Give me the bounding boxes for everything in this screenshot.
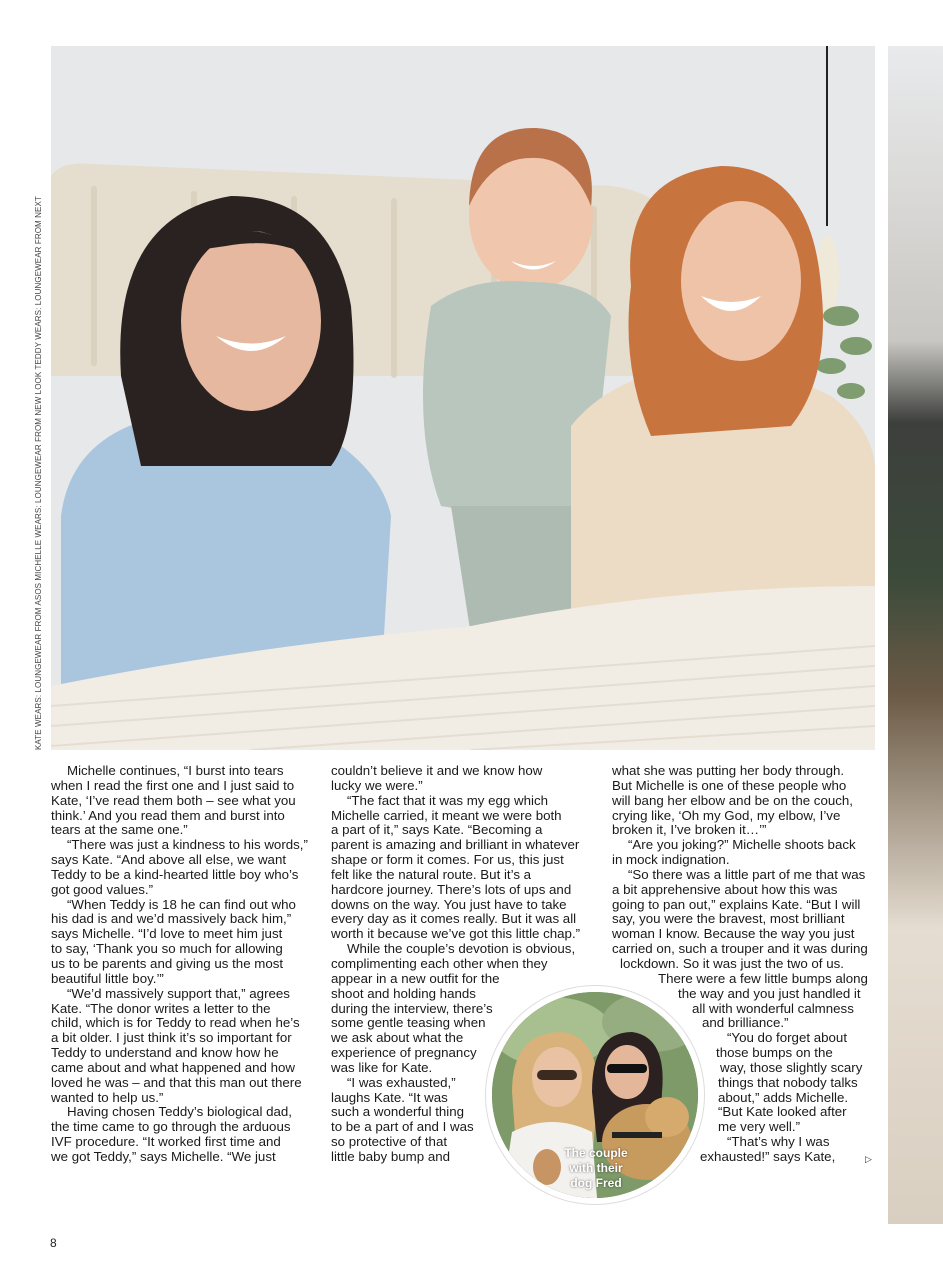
text-line: all with wonderful calmness [692,1000,854,1016]
text-line: “When Teddy is 18 he can find out who [67,896,296,912]
text-line: we got Teddy,” says Michelle. “We just [51,1148,276,1164]
text-line: some gentle teasing when [331,1015,486,1031]
text-line: felt like the natural route. But it’s a [331,866,532,882]
text-line: crying like, ‘Oh my God, my elbow, I’ve [612,807,841,823]
text-line: “Are you joking?” Michelle shoots back [628,837,856,853]
text-line: complimenting each other when they [331,955,548,971]
text-line: during the interview, there’s [331,1000,493,1016]
text-line: woman I know. Because the way you just [612,926,855,942]
text-line: so protective of that [331,1134,448,1150]
text-line: While the couple’s devotion is obvious, [347,941,576,957]
text-line: “So there was a little part of me that was [628,866,866,882]
page-number: 8 [50,1236,57,1250]
text-line: carried on, such a trouper and it was during [612,941,868,957]
text-line: “That’s why I was [727,1134,830,1150]
text-line: Michelle continues, “I burst into tears [67,763,284,778]
text-line: such a wonderful thing [331,1104,465,1120]
text-line: and brilliance.” [702,1015,789,1031]
text-line: we ask about what the [331,1030,464,1046]
text-line: came about and what happened and how [51,1059,295,1075]
text-line: “The fact that it was my egg which [347,792,549,808]
adjacent-page-photo-strip [888,46,943,1224]
text-line: says Kate. “And above all else, we want [51,852,287,868]
text-line: broken it, I’ve broken it…’” [612,822,767,838]
text-line: in mock indignation. [612,852,730,868]
text-line: was like for Kate. [331,1059,433,1075]
text-line: me very well.” [718,1119,801,1135]
text-line: lockdown. So it was just the two of us. [620,955,844,971]
text-line: Having chosen Teddy’s biological dad, [67,1104,292,1120]
text-line: a bit apprehensive about how this was [612,881,838,897]
inset-photo-caption: The couple with their dog Fred [564,1146,628,1190]
main-photo [51,46,875,750]
text-line: There were a few little bumps along [658,970,868,986]
text-line: beautiful little boy.’” [51,970,164,986]
text-line: the way and you just handled it [678,985,861,1001]
text-line: those bumps on the [716,1045,833,1061]
text-line: couldn’t believe it and we know how [331,763,543,778]
family-photo-illustration [51,46,875,750]
text-line: “We’d massively support that,” agrees [67,985,290,1001]
text-line: parent is amazing and brilliant in whatever [331,837,580,853]
text-line: Kate. “The donor writes a letter to the [51,1000,271,1016]
text-line: downs on the way. You just have to take [331,896,567,912]
text-line: way, those slightly scary [720,1059,863,1075]
text-line: when I read the first one and I just said to [51,777,295,793]
text-line: Michelle carried, it meant we were both [331,807,562,823]
text-line: Teddy to understand and know how he [51,1045,279,1061]
text-line: says Michelle. “I’d love to meet him just [51,926,283,942]
text-line: “There was just a kindness to his words,” [67,837,308,853]
continue-arrow-icon: ▷ [865,1154,872,1164]
text-line: say, you were the bravest, most brilliant [612,911,845,927]
text-line: what she was putting her body through. [612,763,845,778]
text-line: experience of pregnancy [331,1045,477,1061]
clothing-credit: KATE WEARS: LOUNGEWEAR FROM ASOS MICHELLE WEARS: LOUNGEWEAR FROM NEW LOOK TEDDY WEARS: LOUNGEWEAR FROM NEXT [34,196,43,750]
text-line: got good values.” [51,881,154,897]
text-line: us to be parents and giving us the most [51,955,284,971]
text-line: wanted to help us.” [51,1089,164,1105]
text-line: his dad is and we’d massively back him,” [51,911,292,927]
text-line: worth it because we’ve got this little chap.” [331,926,581,942]
text-line: going to pan out,” explains Kate. “But I will [612,896,861,912]
text-line: Teddy to be a kind-hearted little boy who’s [51,866,299,882]
text-line: a part of it,” says Kate. “Becoming a [331,822,543,838]
text-line: child, which is for Teddy to read when he’s [51,1015,300,1031]
text-line: the time came to go through the arduous [51,1119,291,1135]
text-line: Kate, ‘I’ve read them both – see what you [51,792,296,808]
text-line: a bit older. I just think it’s so important for [51,1030,292,1046]
text-line: little baby bump and [331,1148,451,1164]
text-line: But Michelle is one of these people who [612,777,847,793]
text-line: loved he was – and that this man out there [51,1074,302,1090]
text-line: shape or form it comes. For us, this just [331,852,564,868]
text-line: “I was exhausted,” [347,1074,456,1090]
text-line: “You do forget about [727,1030,848,1046]
text-line: will bang her elbow and be on the couch, [612,792,853,808]
text-line: things that nobody talks [718,1074,858,1090]
text-line: exhausted!” says Kate, [700,1148,836,1164]
text-line: tears at the same one.” [51,822,188,838]
text-line: shoot and holding hands [331,985,476,1001]
text-line: every day as it comes really. But it was all [331,911,577,927]
text-line: laughs Kate. “It was [331,1089,448,1105]
text-line: to say, ‘Thank you so much for allowing [51,941,283,957]
text-line: think.’ And you read them and burst into [51,807,285,823]
text-line: “But Kate looked after [718,1104,847,1120]
text-line: hardcore journey. There’s lots of ups and [331,881,572,897]
text-line: IVF procedure. “It worked first time and [51,1134,281,1150]
text-line: lucky we were.” [331,777,423,793]
article-column-1 [51,764,313,1165]
text-line: to be a part of and I was [331,1119,474,1135]
text-line: appear in a new outfit for the [331,970,500,986]
text-line: about,” adds Michelle. [718,1089,849,1105]
